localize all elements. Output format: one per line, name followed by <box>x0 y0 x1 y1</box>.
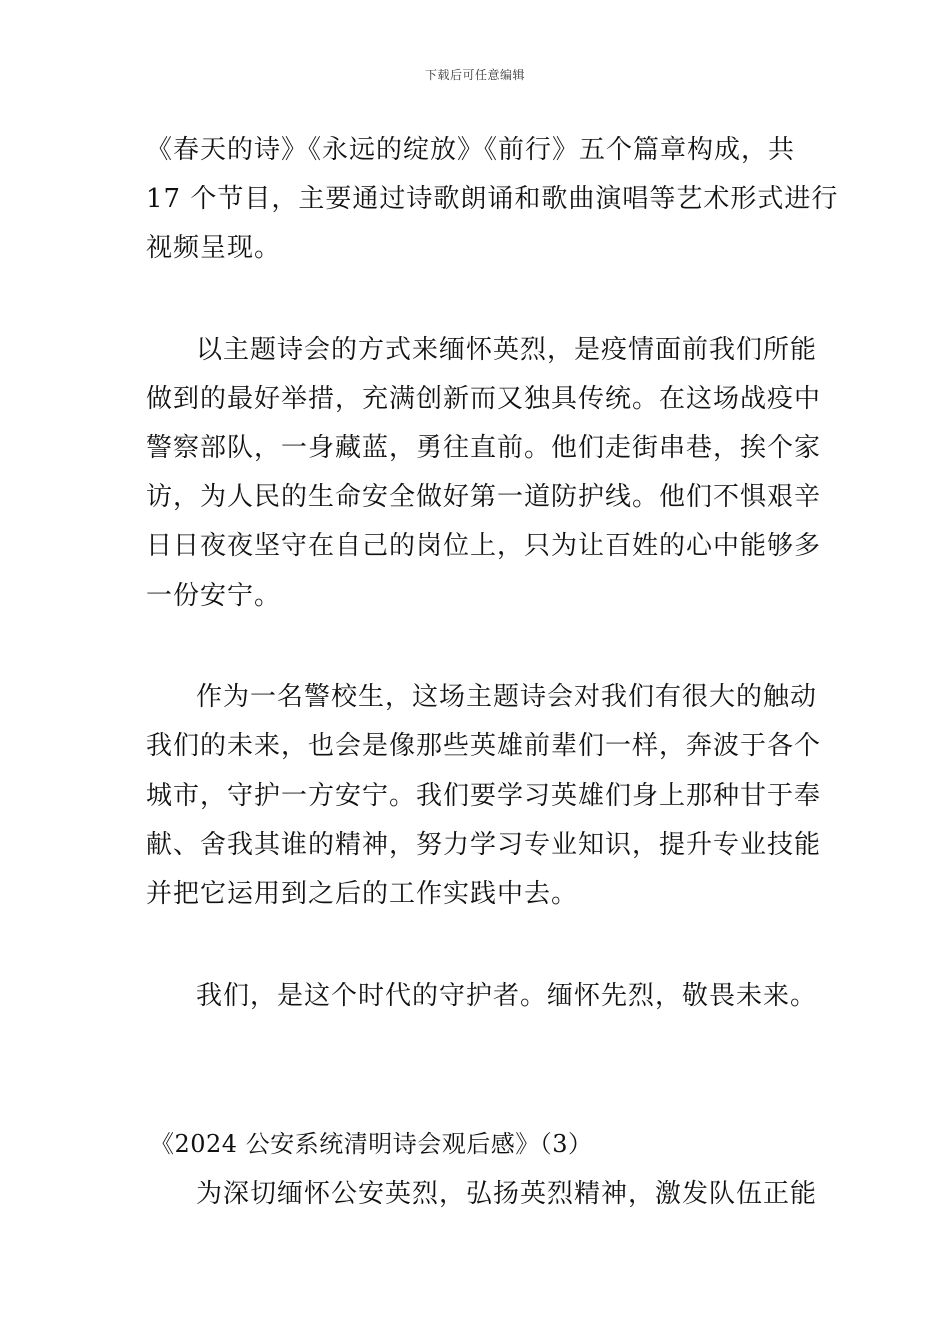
paragraph-2-line-2: 做到的最好举措，充满创新而又独具传统。在这场战疫中 <box>146 384 822 414</box>
paragraph-3-line-5: 并把它运用到之后的工作实践中去。 <box>146 879 579 909</box>
paragraph-1-line-1: 《春天的诗》《永远的绽放》《前行》五个篇章构成，共 <box>146 135 796 165</box>
paragraph-2-line-5: 日日夜夜坚守在自己的岗位上，只为让百姓的心中能够多 <box>146 531 822 561</box>
paragraph-4-line-1: 我们，是这个时代的守护者。缅怀先烈，敬畏未来。 <box>196 981 818 1011</box>
paragraph-2-line-1: 以主题诗会的方式来缅怀英烈，是疫情面前我们所能 <box>196 335 818 365</box>
paragraph-5-line-1: 为深切缅怀公安英烈，弘扬英烈精神，激发队伍正能 <box>196 1179 818 1209</box>
paragraph-3-line-1: 作为一名警校生，这场主题诗会对我们有很大的触动 <box>196 682 818 712</box>
section-title: 《2024 公安系统清明诗会观后感》（3） <box>150 1130 593 1158</box>
paragraph-3-line-3: 城市，守护一方安宁。我们要学习英雄们身上那种甘于奉 <box>146 781 822 811</box>
paragraph-2-line-6: 一份安宁。 <box>146 581 282 611</box>
page-header-note: 下载后可任意编辑 <box>424 68 525 82</box>
paragraph-2-line-3: 警察部队，一身藏蓝，勇往直前。他们走街串巷，挨个家 <box>146 433 822 463</box>
paragraph-3-line-2: 我们的未来，也会是像那些英雄前辈们一样，奔波于各个 <box>146 731 822 761</box>
paragraph-1-line-2: 17 个节目，主要通过诗歌朗诵和歌曲演唱等艺术形式进行 <box>146 184 839 214</box>
paragraph-1-line-3: 视频呈现。 <box>146 233 282 263</box>
paragraph-2-line-4: 访，为人民的生命安全做好第一道防护线。他们不惧艰辛 <box>146 482 822 512</box>
paragraph-3-line-4: 献、舍我其谁的精神，努力学习专业知识，提升专业技能 <box>146 830 822 860</box>
